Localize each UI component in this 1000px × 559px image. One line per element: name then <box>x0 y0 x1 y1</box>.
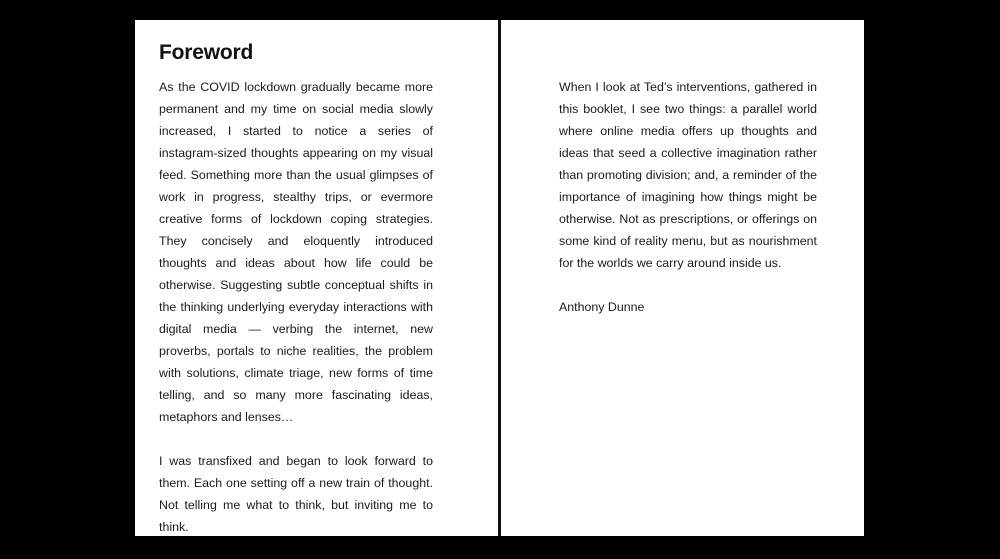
page-title: Foreword <box>159 41 254 64</box>
paragraph: I was transfixed and began to look forward to them. Each one setting off a new train of thought. Not telling me what to think, but inviting me to think. <box>159 454 433 534</box>
author-signature: Anthony Dunne <box>559 300 645 314</box>
right-page-body <box>559 76 817 318</box>
left-page <box>135 20 498 536</box>
left-page-body <box>159 76 433 538</box>
right-page <box>501 20 864 536</box>
book-spread <box>135 20 864 536</box>
paragraph: As the COVID lockdown gradually became more permanent and my time on social media slowly increased, I started to notice a series of instagram-sized thoughts appearing on my visual feed. Something more than the usual glimpses of work in progress, stealthy trips, or evermore creative forms of lockdown coping strategies. They concisely and eloquently introduced thoughts and ideas about how life could be otherwise. Suggesting subtle conceptual shifts in the thinking underlying everyday interactions with digital media — verbing the internet, new proverbs, portals to niche realities, the problem with solutions, climate triage, new forms of time telling, and so many more fascinating ideas, metaphors and lenses… <box>159 80 433 424</box>
paragraph: When I look at Ted’s interventions, gathered in this booklet, I see two things: a parallel world where online media offers up thoughts and ideas that seed a collective imagination rather than promoting division; and, a reminder of the importance of imagining how things might be otherwise. Not as prescriptions, or offerings on some kind of reality menu, but as nourishment for the worlds we carry around inside us. <box>559 80 817 270</box>
